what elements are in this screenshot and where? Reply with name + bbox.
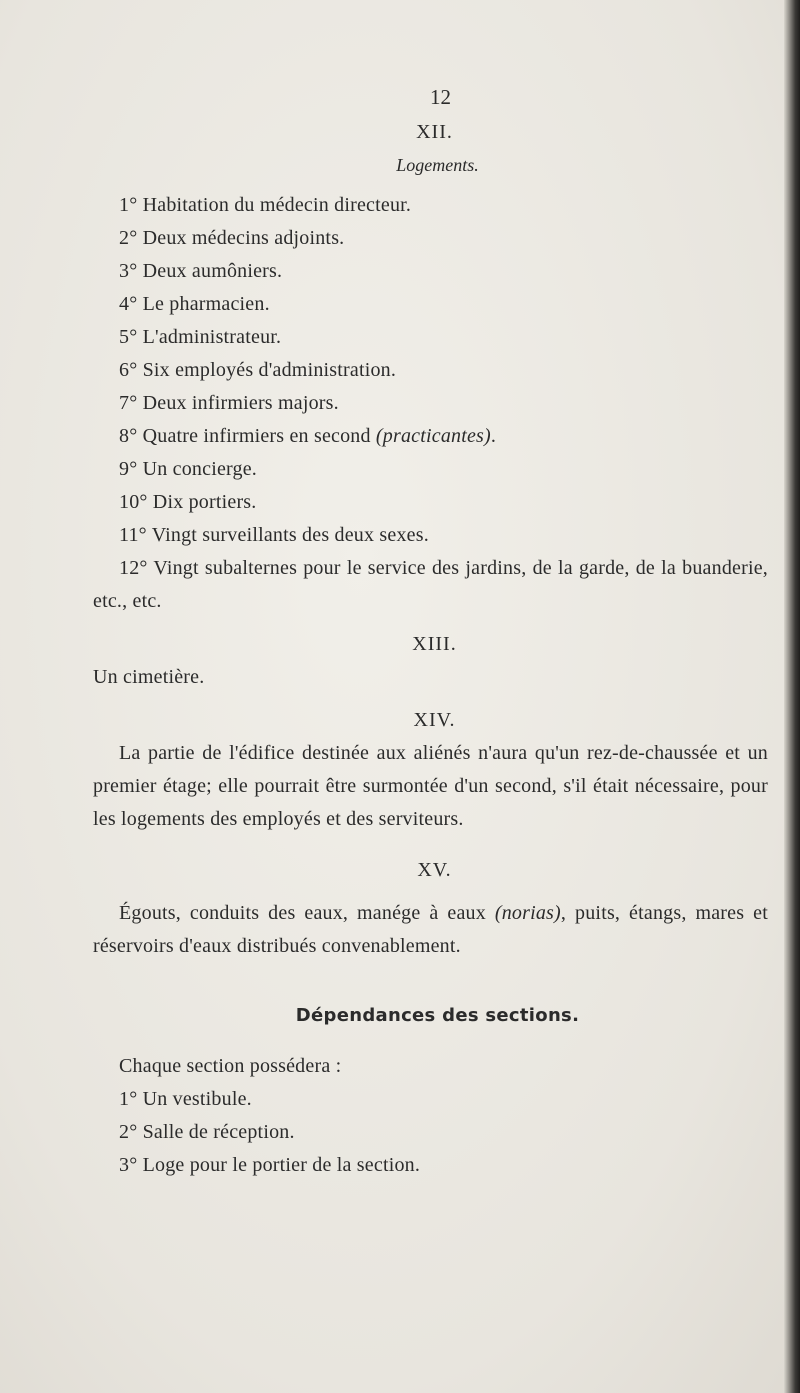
paragraph-text: Égouts, conduits des eaux, manége à eaux	[119, 902, 495, 924]
section-paragraph: La partie de l'édifice destinée aux aliénés n'aura qu'un rez-de-chaussée et un premier étage; elle pourrait être surmontée d'un second, s'il était nécessaire, pour les logements des employés et des serviteurs.	[93, 742, 768, 830]
list-item: 2° Salle de réception.	[119, 1121, 295, 1143]
list-item: 2° Deux médecins adjoints.	[119, 227, 345, 249]
list-item-text: 8° Quatre infirmiers en second	[119, 425, 376, 447]
italic-term: (practicantes)	[375, 425, 491, 447]
list-item: 9° Un concierge.	[119, 458, 258, 480]
list-item-text: .	[490, 425, 497, 447]
section-subheading-logements: Logements.	[396, 155, 479, 175]
list-item: 12° Vingt subalternes pour le service des jardins, de la garde, de la buanderie, etc., etc.	[93, 557, 768, 612]
list-item: 10° Dix portiers.	[119, 491, 257, 513]
page-edge-shadow	[784, 0, 800, 1393]
list-item: 3° Loge pour le portier de la section.	[119, 1154, 421, 1176]
list-item	[93, 420, 768, 453]
section-heading-xii: XII.	[416, 121, 453, 143]
page-number: 12	[430, 85, 451, 109]
list-item: 6° Six employés d'administration.	[119, 359, 397, 381]
list-item: 1° Habitation du médecin directeur.	[119, 194, 412, 216]
list-item: 3° Deux aumôniers.	[119, 260, 283, 282]
section-text: Un cimetière.	[93, 666, 205, 688]
page-content	[93, 78, 768, 1182]
section-paragraph	[93, 897, 768, 963]
list-item: 5° L'administrateur.	[119, 326, 282, 348]
list-item: 1° Un vestibule.	[119, 1088, 252, 1110]
list-item: 7° Deux infirmiers majors.	[119, 392, 339, 414]
intro-text: Chaque section possédera :	[119, 1055, 342, 1077]
section-heading-xiii: XIII.	[412, 633, 457, 655]
paragraph-text: , puits, étangs, mares et réservoirs d'eaux distribués convenablement.	[93, 902, 768, 957]
section-heading-xv: XV.	[417, 859, 452, 881]
list-item: 4° Le pharmacien.	[119, 293, 270, 315]
section-heading-xiv: XIV.	[413, 709, 456, 731]
section-title-dependances: Dépendances des sections.	[295, 1005, 580, 1026]
italic-term: (norias)	[494, 902, 561, 924]
list-item: 11° Vingt surveillants des deux sexes.	[119, 524, 429, 546]
